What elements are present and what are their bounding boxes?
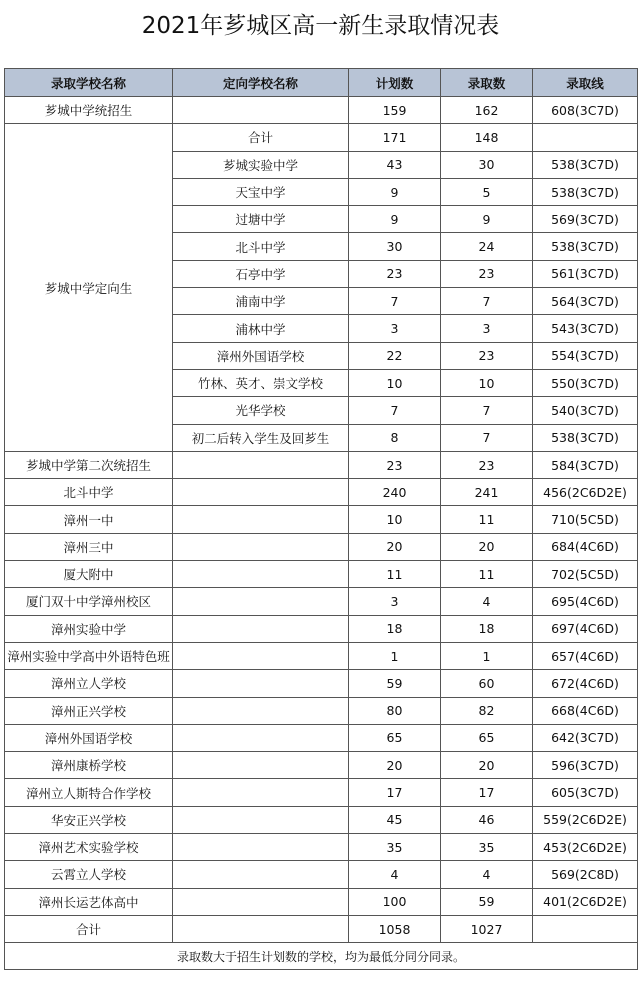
table-row	[5, 506, 638, 533]
admit-cell: 46	[441, 806, 533, 833]
line-cell: 554(3C7D)	[533, 342, 638, 369]
plan-cell: 22	[349, 342, 441, 369]
target-cell	[173, 479, 349, 506]
col-header-target: 定向学校名称	[173, 69, 349, 97]
target-cell	[173, 533, 349, 560]
plan-cell: 17	[349, 779, 441, 806]
table-note: 录取数大于招生计划数的学校，均为最低分同分同录。	[5, 943, 638, 970]
target-cell	[173, 861, 349, 888]
plan-cell: 20	[349, 752, 441, 779]
col-header-plan: 计划数	[349, 69, 441, 97]
table-row	[5, 615, 638, 642]
target-cell	[173, 724, 349, 751]
total-admit: 1027	[441, 915, 533, 942]
target-cell	[173, 752, 349, 779]
school-cell: 漳州三中	[5, 533, 173, 560]
school-cell: 漳州艺术实验学校	[5, 834, 173, 861]
admission-table	[4, 68, 638, 970]
school-cell: 芗城中学第二次统招生	[5, 451, 173, 478]
admit-cell: 148	[441, 124, 533, 151]
table-row	[5, 752, 638, 779]
table-row	[5, 724, 638, 751]
line-cell: 538(3C7D)	[533, 424, 638, 451]
plan-cell: 7	[349, 288, 441, 315]
line-cell: 538(3C7D)	[533, 151, 638, 178]
page-title: 2021年芗城区高一新生录取情况表	[141, 13, 500, 39]
target-cell: 芗城实验中学	[173, 151, 349, 178]
school-cell: 漳州一中	[5, 506, 173, 533]
line-cell: 569(2C8D)	[533, 861, 638, 888]
line-cell: 608(3C7D)	[533, 97, 638, 124]
line-cell: 695(4C6D)	[533, 588, 638, 615]
target-cell: 竹林、英才、崇文学校	[173, 369, 349, 396]
target-cell	[173, 615, 349, 642]
table-row	[5, 479, 638, 506]
line-cell: 543(3C7D)	[533, 315, 638, 342]
line-cell: 453(2C6D2E)	[533, 834, 638, 861]
school-cell: 芗城中学定向生	[5, 124, 173, 452]
school-cell: 漳州外国语学校	[5, 724, 173, 751]
table-row	[5, 561, 638, 588]
plan-cell: 10	[349, 369, 441, 396]
school-cell: 厦门双十中学漳州校区	[5, 588, 173, 615]
target-cell	[173, 451, 349, 478]
school-cell: 漳州正兴学校	[5, 697, 173, 724]
admit-cell: 162	[441, 97, 533, 124]
admit-cell: 24	[441, 233, 533, 260]
admit-cell: 7	[441, 397, 533, 424]
school-cell: 漳州康桥学校	[5, 752, 173, 779]
table-row	[5, 806, 638, 833]
school-cell: 厦大附中	[5, 561, 173, 588]
plan-cell: 9	[349, 206, 441, 233]
admit-cell: 7	[441, 288, 533, 315]
line-cell: 702(5C5D)	[533, 561, 638, 588]
target-cell: 天宝中学	[173, 178, 349, 205]
line-cell: 710(5C5D)	[533, 506, 638, 533]
school-cell: 漳州长运艺体高中	[5, 888, 173, 915]
line-cell: 684(4C6D)	[533, 533, 638, 560]
target-cell	[173, 642, 349, 669]
admit-cell: 60	[441, 670, 533, 697]
school-cell: 漳州立人学校	[5, 670, 173, 697]
admit-cell: 11	[441, 506, 533, 533]
total-label: 合计	[5, 915, 173, 942]
plan-cell: 10	[349, 506, 441, 533]
admit-cell: 10	[441, 369, 533, 396]
admit-cell: 35	[441, 834, 533, 861]
table-row	[5, 97, 638, 124]
table-row	[5, 588, 638, 615]
school-cell: 漳州实验中学高中外语特色班	[5, 642, 173, 669]
plan-cell: 7	[349, 397, 441, 424]
plan-cell: 3	[349, 588, 441, 615]
admit-cell: 82	[441, 697, 533, 724]
target-cell: 浦南中学	[173, 288, 349, 315]
table-row	[5, 779, 638, 806]
target-cell	[173, 915, 349, 942]
plan-cell: 43	[349, 151, 441, 178]
target-cell: 北斗中学	[173, 233, 349, 260]
target-cell: 初二后转入学生及回芗生	[173, 424, 349, 451]
plan-cell: 100	[349, 888, 441, 915]
plan-cell: 3	[349, 315, 441, 342]
target-cell	[173, 561, 349, 588]
line-cell: 668(4C6D)	[533, 697, 638, 724]
target-cell: 漳州外国语学校	[173, 342, 349, 369]
school-cell: 漳州立人斯特合作学校	[5, 779, 173, 806]
total-plan: 1058	[349, 915, 441, 942]
table-row	[5, 670, 638, 697]
line-cell: 569(3C7D)	[533, 206, 638, 233]
line-cell: 657(4C6D)	[533, 642, 638, 669]
admit-cell: 241	[441, 479, 533, 506]
plan-cell: 65	[349, 724, 441, 751]
target-cell	[173, 888, 349, 915]
line-cell: 672(4C6D)	[533, 670, 638, 697]
plan-cell: 159	[349, 97, 441, 124]
line-cell: 697(4C6D)	[533, 615, 638, 642]
line-cell: 605(3C7D)	[533, 779, 638, 806]
target-cell	[173, 779, 349, 806]
admit-cell: 11	[441, 561, 533, 588]
table-row	[5, 861, 638, 888]
target-cell	[173, 97, 349, 124]
line-cell: 561(3C7D)	[533, 260, 638, 287]
admit-cell: 4	[441, 588, 533, 615]
target-cell	[173, 806, 349, 833]
table-row	[5, 124, 638, 151]
plan-cell: 240	[349, 479, 441, 506]
target-cell: 合计	[173, 124, 349, 151]
plan-cell: 1	[349, 642, 441, 669]
table-row	[5, 834, 638, 861]
plan-cell: 11	[349, 561, 441, 588]
plan-cell: 4	[349, 861, 441, 888]
target-cell	[173, 588, 349, 615]
admit-cell: 23	[441, 260, 533, 287]
target-cell	[173, 506, 349, 533]
line-cell: 540(3C7D)	[533, 397, 638, 424]
plan-cell: 30	[349, 233, 441, 260]
admit-cell: 23	[441, 342, 533, 369]
line-cell: 456(2C6D2E)	[533, 479, 638, 506]
total-row	[5, 915, 638, 942]
target-cell	[173, 834, 349, 861]
plan-cell: 171	[349, 124, 441, 151]
plan-cell: 80	[349, 697, 441, 724]
admit-cell: 17	[441, 779, 533, 806]
school-cell: 芗城中学统招生	[5, 97, 173, 124]
line-cell: 642(3C7D)	[533, 724, 638, 751]
plan-cell: 20	[349, 533, 441, 560]
table-row	[5, 533, 638, 560]
note-row	[5, 943, 638, 970]
target-cell	[173, 670, 349, 697]
table-row	[5, 888, 638, 915]
target-cell: 浦林中学	[173, 315, 349, 342]
line-cell: 596(3C7D)	[533, 752, 638, 779]
target-cell: 石亭中学	[173, 260, 349, 287]
table-row	[5, 697, 638, 724]
admit-cell: 5	[441, 178, 533, 205]
line-cell: 401(2C6D2E)	[533, 888, 638, 915]
target-cell	[173, 697, 349, 724]
col-header-line: 录取线	[533, 69, 638, 97]
admit-cell: 4	[441, 861, 533, 888]
col-header-admit: 录取数	[441, 69, 533, 97]
plan-cell: 9	[349, 178, 441, 205]
school-cell: 北斗中学	[5, 479, 173, 506]
table-row	[5, 642, 638, 669]
plan-cell: 18	[349, 615, 441, 642]
admit-cell: 30	[441, 151, 533, 178]
school-cell: 华安正兴学校	[5, 806, 173, 833]
line-cell: 538(3C7D)	[533, 233, 638, 260]
admit-cell: 20	[441, 533, 533, 560]
plan-cell: 45	[349, 806, 441, 833]
table-row	[5, 451, 638, 478]
plan-cell: 23	[349, 260, 441, 287]
col-header-school: 录取学校名称	[5, 69, 173, 97]
total-line	[533, 915, 638, 942]
plan-cell: 35	[349, 834, 441, 861]
admit-cell: 20	[441, 752, 533, 779]
admit-cell: 59	[441, 888, 533, 915]
school-cell: 云霄立人学校	[5, 861, 173, 888]
target-cell: 光华学校	[173, 397, 349, 424]
line-cell: 538(3C7D)	[533, 178, 638, 205]
admit-cell: 1	[441, 642, 533, 669]
admit-cell: 65	[441, 724, 533, 751]
target-cell: 过塘中学	[173, 206, 349, 233]
admit-cell: 3	[441, 315, 533, 342]
line-cell	[533, 124, 638, 151]
plan-cell: 8	[349, 424, 441, 451]
line-cell: 550(3C7D)	[533, 369, 638, 396]
line-cell: 559(2C6D2E)	[533, 806, 638, 833]
admit-cell: 18	[441, 615, 533, 642]
school-cell: 漳州实验中学	[5, 615, 173, 642]
plan-cell: 59	[349, 670, 441, 697]
plan-cell: 23	[349, 451, 441, 478]
admit-cell: 23	[441, 451, 533, 478]
line-cell: 564(3C7D)	[533, 288, 638, 315]
line-cell: 584(3C7D)	[533, 451, 638, 478]
admit-cell: 7	[441, 424, 533, 451]
header-row	[5, 69, 638, 97]
admit-cell: 9	[441, 206, 533, 233]
